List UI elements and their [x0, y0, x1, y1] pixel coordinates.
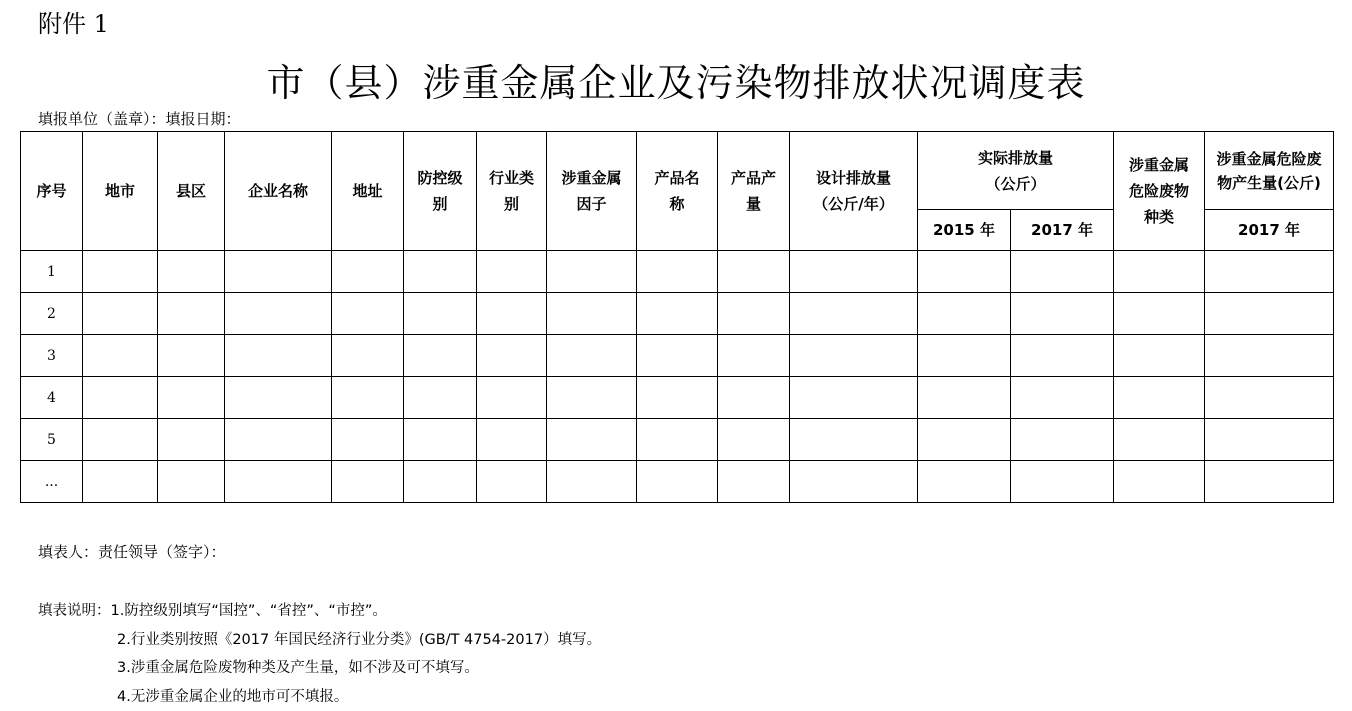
table-cell: [918, 251, 1011, 293]
table-cell: [1114, 293, 1205, 335]
table-cell: [918, 377, 1011, 419]
table-cell: [477, 293, 547, 335]
table-cell: [637, 419, 718, 461]
table-row: [21, 293, 1334, 335]
table-cell: [83, 461, 158, 503]
table-cell: [1011, 293, 1114, 335]
table-cell: [547, 419, 637, 461]
table-cell: [225, 335, 332, 377]
table-cell: [790, 335, 918, 377]
table-cell: [790, 461, 918, 503]
table-cell: [332, 335, 404, 377]
header-hazard-type: 涉重金属危险废物种类: [1114, 132, 1205, 251]
header-city: 地市: [83, 132, 158, 251]
table-cell: [83, 419, 158, 461]
header-company: 企业名称: [225, 132, 332, 251]
table-row: [21, 461, 1334, 503]
header-control-level: 防控级别: [404, 132, 477, 251]
note-line: 3.涉重金属危险废物种类及产生量，如不涉及可不填写。: [38, 654, 601, 683]
table-cell: [790, 251, 918, 293]
table-cell: [332, 377, 404, 419]
table-cell: [477, 419, 547, 461]
table-cell: [547, 461, 637, 503]
table-cell: [718, 335, 790, 377]
row-number: 5: [21, 419, 83, 461]
table-cell: [1114, 335, 1205, 377]
table-cell: [158, 419, 225, 461]
attachment-label: 附件 1: [38, 4, 109, 39]
table-cell: [718, 251, 790, 293]
table-cell: [547, 335, 637, 377]
table-cell: [332, 293, 404, 335]
table-cell: [918, 419, 1011, 461]
table-cell: [404, 251, 477, 293]
header-hazard-amount: 涉重金属危险废物产生量(公斤): [1205, 132, 1334, 210]
table-cell: [477, 461, 547, 503]
table-cell: [404, 335, 477, 377]
table-cell: [547, 251, 637, 293]
table-cell: [332, 419, 404, 461]
table-cell: [477, 251, 547, 293]
table-cell: [477, 335, 547, 377]
table-cell: [158, 461, 225, 503]
table-cell: [477, 377, 547, 419]
table-cell: [1011, 335, 1114, 377]
table-row: [21, 377, 1334, 419]
fill-unit-line: 填报单位（盖章）：填报日期：: [38, 108, 241, 129]
table-cell: [225, 461, 332, 503]
table-cell: [404, 419, 477, 461]
note-line: 2.行业类别按照《2017 年国民经济行业分类》(GB/T 4754-2017）填写。: [38, 626, 601, 655]
survey-table: [20, 131, 1334, 503]
table-cell: [1205, 377, 1334, 419]
header-year-2015: 2015 年: [918, 210, 1011, 251]
header-seq: 序号: [21, 132, 83, 251]
table-cell: [158, 335, 225, 377]
table-cell: [637, 293, 718, 335]
header-design-emission: 设计排放量（公斤/年）: [790, 132, 918, 251]
table-cell: [225, 377, 332, 419]
header-address: 地址: [332, 132, 404, 251]
header-actual-emission: 实际排放量（公斤）: [918, 132, 1114, 210]
table-cell: [1205, 335, 1334, 377]
table-cell: [332, 461, 404, 503]
table-cell: [547, 293, 637, 335]
table-cell: [637, 461, 718, 503]
note-line: 填表说明：1.防控级别填写“国控”、“省控”、“市控”。: [38, 597, 601, 626]
table-cell: [718, 377, 790, 419]
header-industry: 行业类别: [477, 132, 547, 251]
table-cell: [918, 335, 1011, 377]
header-hazard-year: 2017 年: [1205, 210, 1334, 251]
table-cell: [1011, 419, 1114, 461]
table-row: [21, 419, 1334, 461]
table-cell: [158, 377, 225, 419]
table-cell: [332, 251, 404, 293]
table-cell: [637, 251, 718, 293]
table-cell: [1114, 251, 1205, 293]
table-cell: [918, 293, 1011, 335]
header-product-output: 产品产量: [718, 132, 790, 251]
table-cell: [1011, 251, 1114, 293]
header-county: 县区: [158, 132, 225, 251]
table-cell: [718, 461, 790, 503]
table-cell: [790, 419, 918, 461]
table-body: [21, 251, 1334, 503]
table-cell: [637, 377, 718, 419]
table-cell: [790, 293, 918, 335]
table-cell: [1205, 293, 1334, 335]
table-cell: [83, 251, 158, 293]
table-cell: [404, 377, 477, 419]
table-cell: [83, 377, 158, 419]
table-cell: [404, 461, 477, 503]
table-cell: [1011, 461, 1114, 503]
row-number: 4: [21, 377, 83, 419]
table-cell: [718, 419, 790, 461]
table-row: [21, 335, 1334, 377]
table-cell: [158, 251, 225, 293]
header-year-2017: 2017 年: [1011, 210, 1114, 251]
table-cell: [1205, 251, 1334, 293]
table-cell: [790, 377, 918, 419]
table-cell: [637, 335, 718, 377]
table-cell: [1011, 377, 1114, 419]
table-cell: [158, 293, 225, 335]
table-cell: [225, 251, 332, 293]
filler-signature-line: 填表人：责任领导（签字）：: [38, 541, 226, 562]
table-cell: [1114, 377, 1205, 419]
table-cell: [225, 419, 332, 461]
table-cell: [918, 461, 1011, 503]
table-cell: [718, 293, 790, 335]
table-cell: [83, 293, 158, 335]
table-cell: [404, 293, 477, 335]
note-line: 4.无涉重金属企业的地市可不填报。: [38, 683, 601, 711]
row-number: 3: [21, 335, 83, 377]
page-title: 市（县）涉重金属企业及污染物排放状况调度表: [0, 52, 1352, 107]
table-cell: [1114, 461, 1205, 503]
table-cell: [1205, 419, 1334, 461]
table-row: [21, 251, 1334, 293]
header-product-name: 产品名称: [637, 132, 718, 251]
row-number: ...: [21, 461, 83, 503]
table-cell: [225, 293, 332, 335]
table-cell: [1114, 419, 1205, 461]
header-metal-factor: 涉重金属因子: [547, 132, 637, 251]
table-cell: [1205, 461, 1334, 503]
table-cell: [547, 377, 637, 419]
fill-notes: [38, 597, 601, 711]
row-number: 2: [21, 293, 83, 335]
row-number: 1: [21, 251, 83, 293]
table-cell: [83, 335, 158, 377]
